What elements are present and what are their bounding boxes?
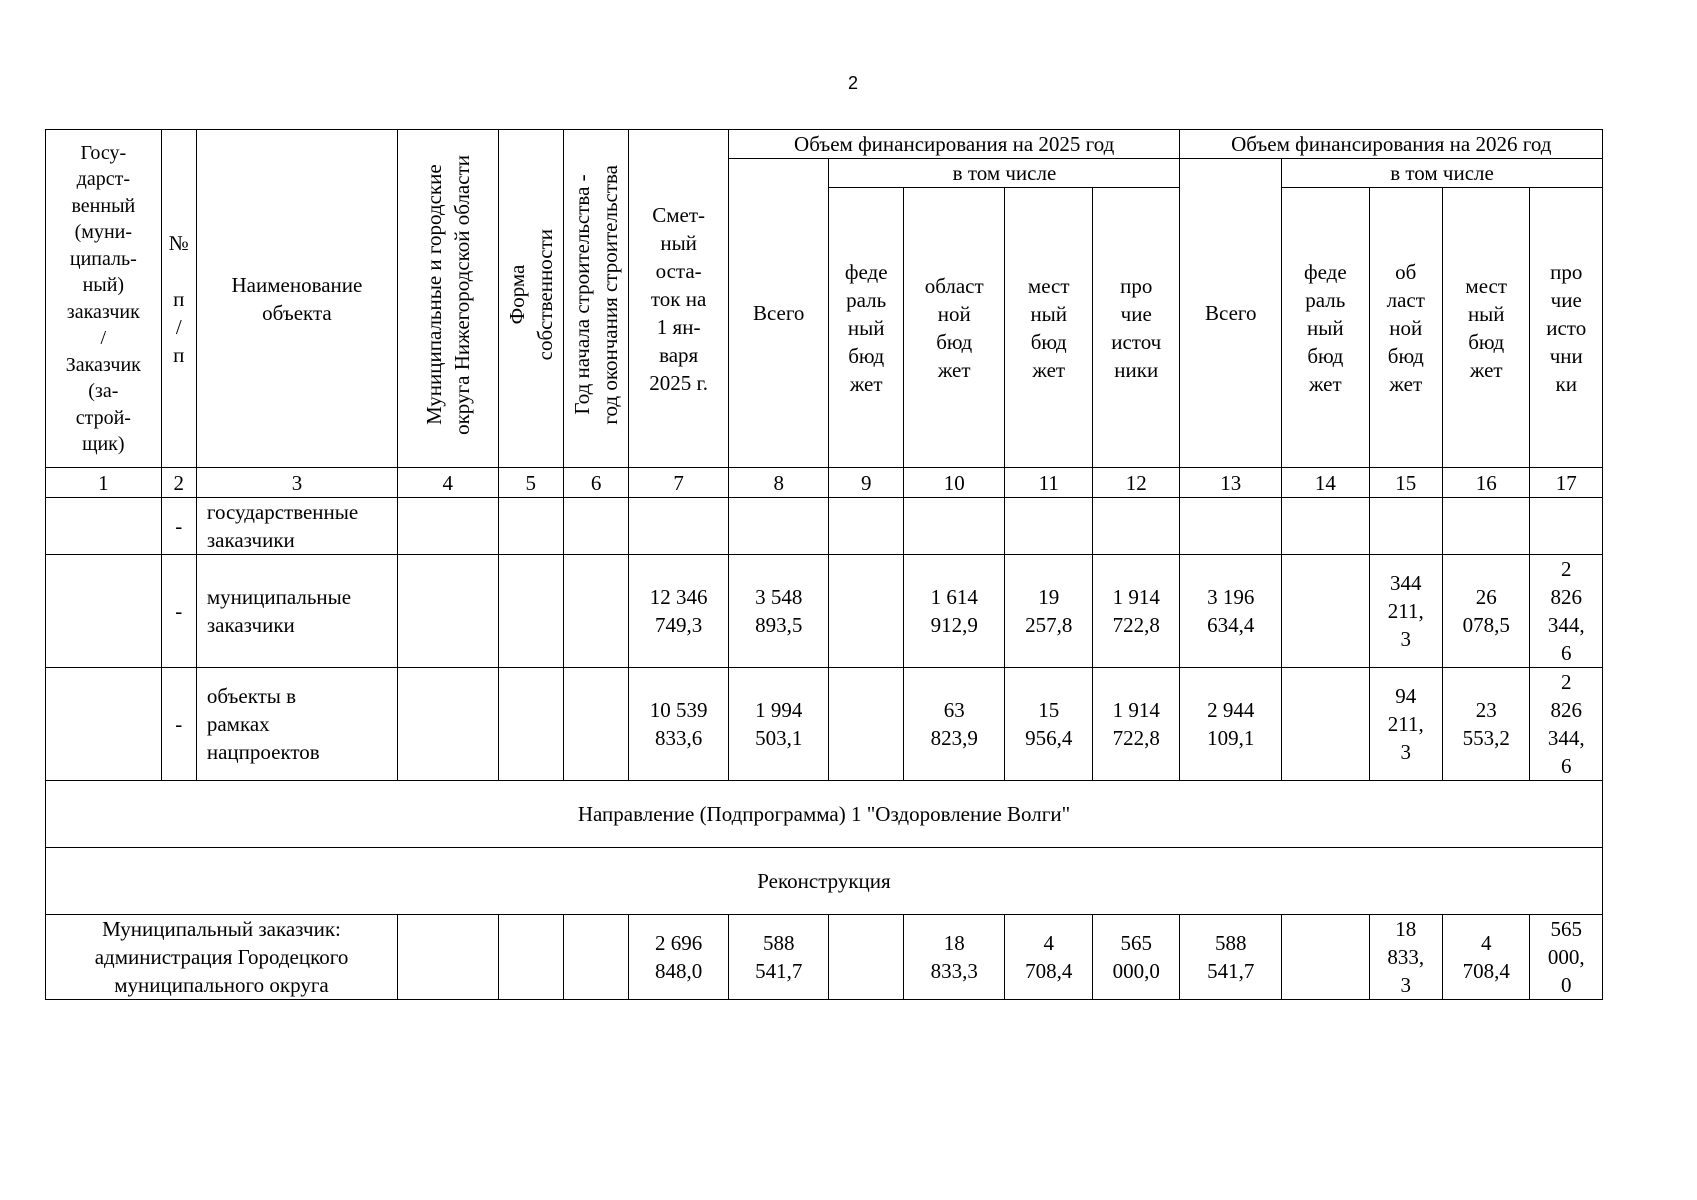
- row-name: муниципальные заказчики: [196, 555, 397, 668]
- header-ownership: Форма собственности: [504, 229, 557, 361]
- cell-total-2026: 588 541,7: [1180, 915, 1282, 1000]
- column-number: 7: [629, 468, 729, 498]
- cell-other-2025: 565 000,0: [1092, 915, 1180, 1000]
- direction-row: [46, 781, 1603, 848]
- column-number: 14: [1282, 468, 1370, 498]
- header-years-cell: [563, 130, 628, 468]
- table-row: [46, 498, 1603, 555]
- header-federal-2025: феде раль ный бюд жет: [829, 188, 903, 468]
- column-number: 16: [1442, 468, 1530, 498]
- cell-federal-2026: [1282, 555, 1370, 668]
- cell-total-2025: 1 994 503,1: [728, 668, 829, 781]
- header-other-2025: про чие источ ники: [1092, 188, 1180, 468]
- cell-other-2026: 2 826 344, 6: [1530, 555, 1603, 668]
- cell-other-2025: 1 914 722,8: [1092, 668, 1180, 781]
- row-name: государственные заказчики: [196, 498, 397, 555]
- cell-total-2026: 2 944 109,1: [1180, 668, 1282, 781]
- column-number: 11: [1005, 468, 1093, 498]
- table-row: [46, 668, 1603, 781]
- cell-local-2025: [1005, 498, 1093, 555]
- header-local-2025: мест ный бюд жет: [1005, 188, 1093, 468]
- row-name: объекты в рамках нацпроектов: [196, 668, 397, 781]
- cell-regional-2026: 344 211, 3: [1369, 555, 1442, 668]
- cell-local-2026: 4 708,4: [1442, 915, 1530, 1000]
- row-dash: -: [161, 498, 196, 555]
- header-number: № п / п: [161, 130, 196, 468]
- header-object-name: Наименование объекта: [196, 130, 397, 468]
- header-including-2025: в том числе: [829, 159, 1180, 188]
- header-balance: Смет- ный оста- ток на 1 ян- варя 2025 г.: [629, 130, 729, 468]
- cell-total-2025: [728, 498, 829, 555]
- column-number: 13: [1180, 468, 1282, 498]
- cell-balance: 12 346 749,3: [629, 555, 729, 668]
- cell-regional-2026: 18 833, 3: [1369, 915, 1442, 1000]
- cell-federal-2026: [1282, 915, 1370, 1000]
- column-number: 8: [728, 468, 829, 498]
- cell-federal-2025: [829, 915, 903, 1000]
- cell-local-2026: [1442, 498, 1530, 555]
- cell-federal-2025: [829, 498, 903, 555]
- cell-total-2026: 3 196 634,4: [1180, 555, 1282, 668]
- cell-federal-2025: [829, 555, 903, 668]
- column-number: 9: [829, 468, 903, 498]
- column-number-row: [46, 468, 1603, 498]
- column-number: 6: [563, 468, 628, 498]
- cell-balance: 2 696 848,0: [629, 915, 729, 1000]
- cell-balance: [629, 498, 729, 555]
- header-regional-2026: об ласт ной бюд жет: [1369, 188, 1442, 468]
- column-number: 17: [1530, 468, 1603, 498]
- header-customer: Госу- дарст- венный (муни- ципаль- ный) заказчик / Заказчик (за- строй- щик): [46, 130, 162, 468]
- cell-federal-2026: [1282, 668, 1370, 781]
- header-total-2026: Всего: [1180, 159, 1282, 468]
- header-local-2026: мест ный бюд жет: [1442, 188, 1530, 468]
- direction-title: Направление (Подпрограмма) 1 "Оздоровление Волги": [46, 781, 1603, 848]
- cell-regional-2025: 1 614 912,9: [903, 555, 1005, 668]
- header-funding-2026: Объем финансирования на 2026 год: [1180, 130, 1603, 159]
- cell-total-2025: 588 541,7: [728, 915, 829, 1000]
- header-other-2026: про чие исто чни ки: [1530, 188, 1603, 468]
- cell-total-2025: 3 548 893,5: [728, 555, 829, 668]
- cell-regional-2025: [903, 498, 1005, 555]
- cell-other-2026: [1530, 498, 1603, 555]
- column-number: 10: [903, 468, 1005, 498]
- cell-regional-2026: 94 211, 3: [1369, 668, 1442, 781]
- column-number: 5: [498, 468, 563, 498]
- section-title: Реконструкция: [46, 848, 1603, 915]
- section-row: [46, 848, 1603, 915]
- header-total-2025: Всего: [728, 159, 829, 468]
- header-regional-2025: област ной бюд жет: [903, 188, 1005, 468]
- header-districts-cell: [398, 130, 499, 468]
- cell-other-2025: 1 914 722,8: [1092, 555, 1180, 668]
- column-number: 3: [196, 468, 397, 498]
- column-number: 2: [161, 468, 196, 498]
- cell-other-2025: [1092, 498, 1180, 555]
- cell-other-2026: 565 000, 0: [1530, 915, 1603, 1000]
- cell-local-2026: 23 553,2: [1442, 668, 1530, 781]
- header-including-2026: в том числе: [1282, 159, 1603, 188]
- cell-federal-2025: [829, 668, 903, 781]
- row-dash: -: [161, 668, 196, 781]
- column-number: 1: [46, 468, 162, 498]
- header-years: Год начала строительства - год окончания строительства: [570, 165, 623, 425]
- cell-local-2025: 4 708,4: [1005, 915, 1093, 1000]
- column-number: 15: [1369, 468, 1442, 498]
- cell-other-2026: 2 826 344, 6: [1530, 668, 1603, 781]
- column-number: 12: [1092, 468, 1180, 498]
- header-funding-2025: Объем финансирования на 2025 год: [728, 130, 1180, 159]
- row-dash: -: [161, 555, 196, 668]
- table-row: [46, 555, 1603, 668]
- financing-table: [45, 129, 1603, 1000]
- header-ownership-cell: [498, 130, 563, 468]
- cell-local-2026: 26 078,5: [1442, 555, 1530, 668]
- cell-regional-2025: 63 823,9: [903, 668, 1005, 781]
- cell-regional-2026: [1369, 498, 1442, 555]
- header-districts: Муниципальные и городские округа Нижегородской области: [421, 155, 474, 435]
- cell-balance: 10 539 833,6: [629, 668, 729, 781]
- cell-federal-2026: [1282, 498, 1370, 555]
- customer-name: Муниципальный заказчик: администрация Городецкого муниципального округа: [46, 915, 398, 1000]
- cell-local-2025: 19 257,8: [1005, 555, 1093, 668]
- cell-local-2025: 15 956,4: [1005, 668, 1093, 781]
- column-number: 4: [398, 468, 499, 498]
- customer-row: [46, 915, 1603, 1000]
- cell-total-2026: [1180, 498, 1282, 555]
- header-federal-2026: феде раль ный бюд жет: [1282, 188, 1370, 468]
- cell-regional-2025: 18 833,3: [903, 915, 1005, 1000]
